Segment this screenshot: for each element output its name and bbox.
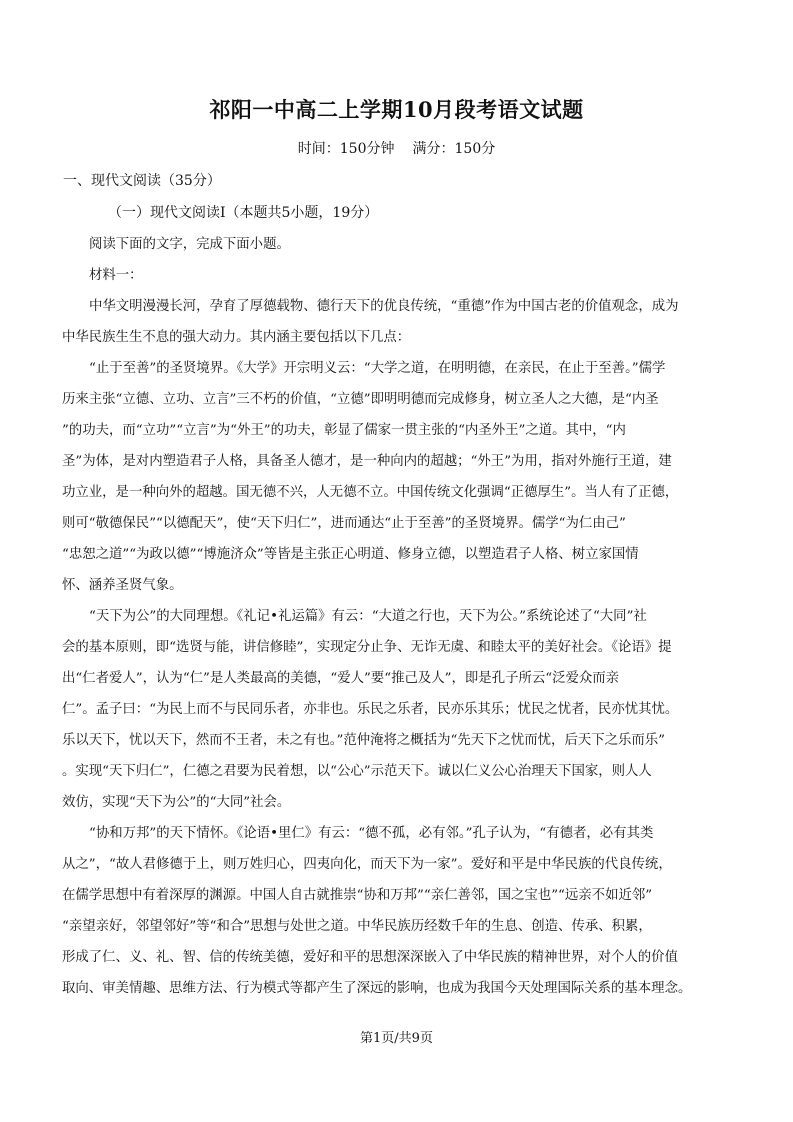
body-line: 在儒学思想中有着深厚的渊源。中国人自古就推崇“协和万邦”“亲仁善邻，国之宝也”“远亲不如近邻” [62, 888, 653, 903]
body-line: “天下为公”的大同理想。《礼记•礼运篇》有云：“大道之行也，天下为公。”系统论述了“大同”社 [89, 609, 647, 624]
subsection-heading: （一）现代文阅读Ⅰ（本题共5小题，19分） [108, 205, 379, 221]
body-line: 中华文明漫漫长河，孕育了厚德载物、德行天下的优良传统，“重德”作为中国古老的价值观念，成为 [89, 299, 679, 314]
body-line: 圣”为体，是对内塑造君子人格，具备圣人德才，是一种向内的超越；“外王”为用，指对外施行王道，建 [62, 454, 672, 469]
exam-meta [0, 138, 793, 158]
body-line: 仁”。孟子曰：“为民上而不与民同乐者，亦非也。乐民之乐者，民亦乐其乐；忧民之忧者，民亦忧其忧。 [62, 702, 679, 717]
body-line: 从之”，“故人君修德于上，则万姓归心，四夷向化，而天下为一家”。爱好和平是中华民族的代良传统， [62, 857, 672, 872]
document-title: 祁阳一中高二上学期10月段考语文试题 [209, 97, 584, 122]
body-line: 功立业，是一种向外的超越。国无德不兴，人无德不立。中国传统文化强调“正德厚生”。当人有了正德， [62, 485, 679, 500]
body-line: 形成了仁、义、礼、智、信的传统美德，爱好和平的思想深深嵌入了中华民族的精神世界，对个人的价值 [62, 950, 678, 965]
section-heading: 一、现代文阅读（35分） [63, 173, 221, 189]
body-line: “忠恕之道”“为政以德”“博施济众”等皆是主张正心明道、修身立德，以塑造君子人格、树立家国情 [62, 547, 639, 562]
body-line: 取向、审美情趣、思维方法、行为模式等都产生了深远的影响，也成为我国今天处理国际关系的基本理念。 [62, 981, 692, 996]
exam-time: 时间：150分钟 [297, 141, 395, 157]
body-line: 中华民族生生不息的强大动力。其内涵主要包括以下几点： [62, 330, 411, 345]
body-line: 。实现“天下归仁”，仁德之君要为民着想，以“公心”示范天下。诚以仁义公心治理天下国家，则人人 [62, 764, 652, 779]
page-footer: 第1页/共9页 [360, 1031, 433, 1046]
body-line: 历来主张“立德、立功、立言”三不朽的价值，“立德”即明明德而完成修身，树立圣人之大德，是“内圣 [62, 392, 659, 407]
body-line: 出“仁者爱人”，认为“仁”是人类最高的美德，“爱人”要“推己及人”，即是孔子所云“泛爱众而亲 [62, 671, 620, 686]
body-line: “止于至善”的圣贤境界。《大学》开宗明义云：“大学之道，在明明德，在亲民，在止于至善。”儒学 [89, 361, 666, 376]
material-label: 材料一： [89, 268, 143, 283]
body-line: 效仿，实现“天下为公”的“大同”社会。 [62, 795, 291, 810]
body-line: 则可“敬德保民”“以德配天”，使“天下归仁”，进而通达“止于至善”的圣贤境界。儒学“为仁由己” [62, 516, 626, 531]
body-line: 乐以天下，忧以天下，然而不王者，未之有也。”范仲淹将之概括为“先天下之忧而忧，后天下之乐而乐” [62, 733, 666, 748]
exam-score: 满分：150分 [412, 141, 496, 157]
body-line: 会的基本原则，即“选贤与能，讲信修睦”，实现定分止争、无诈无虞、和睦太平的美好社会。《论语》提 [62, 640, 672, 655]
body-line: “协和万邦”的天下情怀。《论语•里仁》有云：“德不孤，必有邻。”孔子认为，“有德者，必有其类 [89, 826, 654, 841]
body-line: 怀、涵养圣贤气象。 [62, 578, 183, 593]
body-line: ”的功夫，而“立功”“立言”为“外王”的功夫，彰显了儒家一贯主张的“内圣外王”之道。其中，“内 [62, 423, 626, 438]
body-line: “亲望亲好，邻望邻好”等“和合”思想与处世之道。中华民族历经数千年的生息、创造、传承、积累， [62, 919, 652, 934]
instruction-line: 阅读下面的文字，完成下面小题。 [89, 237, 290, 252]
